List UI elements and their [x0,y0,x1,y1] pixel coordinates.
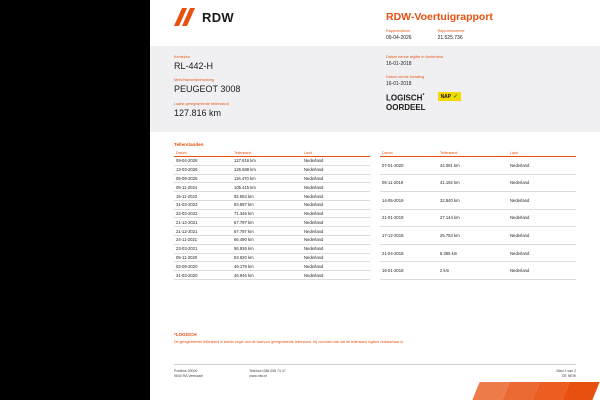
odometer-table-right-body [380,157,576,280]
cell-date: 09-04-2026 [174,157,232,166]
table-row [380,174,576,192]
cell-odometer: 25.753 km [438,227,508,245]
column-header-country: Land [508,150,576,157]
rdw-logo [174,8,234,26]
verdict-line-2: OORDEEL [386,102,426,112]
verdict-block [386,92,461,112]
cell-country: Nederland [302,183,370,192]
cell-odometer: 127.816 km [232,157,302,166]
cell-date: 23-03-2021 [174,244,232,253]
meta-report-date-value: 09-04-2026 [386,35,412,41]
first-admission-label: Datum eerste toelating [386,75,425,79]
cell-country: Nederland [302,271,370,280]
footer-address-line-2: 9640 RA Veendam [174,374,204,378]
footer-phone: Telefoon 088 008 74 47 [249,369,286,373]
table-row [380,192,576,210]
table-row [174,271,370,280]
odometer-table-left-body [174,157,370,280]
cell-odometer: 105.415 km [232,183,302,192]
column-header-odometer: Tellerstand [438,150,508,157]
cell-country: Nederland [302,192,370,201]
make-model-value: PEUGEOT 3008 [174,84,241,94]
cell-odometer: 46.946 km [232,271,302,280]
footnote-body: De geregistreerde tellerstand is steeds hoger dan de daarvoor geregistreerde tellerstand. Hij voordoen dan dat de tellerstand logisch verklaarbaar is. [174,339,404,344]
last-odometer-label: Laatst geregistreerde tellerstand [174,102,229,106]
cell-odometer: 27.144 km [438,209,508,227]
cell-date: 13-03-2026 [174,165,232,174]
cell-date: 21-12-2021 [174,227,232,236]
table-row [174,165,370,174]
cell-date: 16-01-2018 [380,262,438,280]
cell-country: Nederland [302,157,370,166]
verdict-asterisk: * [422,93,425,99]
cell-date: 17-12-2018 [380,227,438,245]
table-row [380,262,576,280]
rdw-chevron-logo-icon [174,8,196,26]
cell-odometer: 2 km [438,262,508,280]
cell-odometer: 32.840 km [438,192,508,210]
cell-country: Nederland [508,227,576,245]
cell-odometer: 67.797 km [232,227,302,236]
footer-divider [174,364,576,365]
verdict-text [386,92,426,112]
table-row [380,244,576,262]
table-row [174,227,370,236]
make-model-label: Merk/Handelsbenaming [174,78,214,82]
document-header [150,0,600,46]
table-row [174,218,370,227]
table-row [174,157,370,166]
first-admission-value: 16-01-2018 [386,81,412,87]
odometer-tables [174,150,576,280]
footer-doc-code: DE NEW [562,374,576,378]
table-row [174,262,370,271]
table-row [174,192,370,201]
meta-report-number-value: 21.525.736 [437,35,463,41]
cell-country: Nederland [302,174,370,183]
licence-plate-value: RL-442-H [174,61,214,71]
nap-badge [438,92,462,101]
licence-plate-label: Kenteken [174,55,190,59]
cell-country: Nederland [302,236,370,245]
cell-odometer: 49.179 km [232,262,302,271]
table-row [380,227,576,245]
table-row [380,157,576,175]
odometer-table-left [174,150,370,280]
column-header-odometer: Tellerstand [232,150,302,157]
column-header-date: Datum [174,150,232,157]
check-icon: ✓ [453,94,459,100]
last-odometer-value: 127.816 km [174,108,222,118]
cell-date: 05-11-2020 [174,253,232,262]
last-odometer-block [174,102,229,125]
footer-columns [174,369,286,379]
cell-date: 05-09-2025 [174,174,232,183]
cell-date: 02-09-2020 [174,262,232,271]
meta-report-number [438,29,465,41]
cell-odometer: 71.346 km [232,209,302,218]
odometer-table-right [380,150,576,280]
nap-badge-label: NAP [440,93,452,100]
cell-date: 21-01-2019 [380,209,438,227]
first-registration-nl-label: Datum eerste afgifte in Nederland [386,55,444,59]
footer-address [174,369,203,379]
footnote-title: *LOGISCH [174,331,197,337]
table-row [174,209,370,218]
cell-odometer: 44.081 km [438,157,508,175]
table-row [174,174,370,183]
cell-country: Nederland [302,218,370,227]
meta-report-date-label: Rapportdatum [386,29,410,33]
cell-date: 24-11-2021 [174,236,232,245]
cell-odometer: 53.620 km [232,253,302,262]
meta-report-number-label: Rapportnummer [437,29,465,33]
footer-page-info [557,369,576,379]
cell-date: 31-03-2023 [174,200,232,209]
cell-odometer: 41.192 km [438,174,508,192]
cell-country: Nederland [508,174,576,192]
cell-date: 15-11-2023 [174,192,232,201]
summary-left-column [174,55,344,101]
cell-country: Nederland [302,209,370,218]
cell-date: 14-05-2019 [380,192,438,210]
cell-country: Nederland [302,253,370,262]
table-gutter [370,150,380,280]
column-header-date: Datum [380,150,438,157]
cell-country: Nederland [302,165,370,174]
cell-odometer: 126.588 km [232,165,302,174]
cell-odometer: 56.926 km [232,244,302,253]
brand-name: RDW [202,9,234,25]
cell-date: 05-11-2019 [380,174,438,192]
meta-report-date [386,29,412,41]
document-footer [150,364,600,400]
cell-country: Nederland [302,262,370,271]
verdict-line-1: LOGISCH [386,93,423,103]
cell-country: Nederland [302,227,370,236]
footer-chevron-graphic [440,382,600,400]
cell-odometer: 66.490 km [232,236,302,245]
table-row [174,253,370,262]
cell-date: 21-12-2021 [174,218,232,227]
odometer-section-title: Tellerstanden [174,142,204,147]
cell-date: 31-03-2020 [174,271,232,280]
table-row [174,183,370,192]
cell-country: Nederland [508,157,576,175]
footer-address-line-1: Postbus 30000 [174,369,198,373]
column-header-country: Land [302,150,370,157]
table-row [174,244,370,253]
cell-country: Nederland [508,244,576,262]
report-title: RDW-Voertuigrapport [386,11,493,23]
cell-odometer: 116.470 km [232,174,302,183]
cell-odometer: 83.897 km [232,200,302,209]
cell-date: 05-11-2024 [174,183,232,192]
cell-date: 21-04-2018 [380,244,438,262]
footer-page-number: Blad 1 van 2 [556,369,576,373]
cell-odometer: 67.797 km [232,218,302,227]
footer-contact [249,369,286,379]
cell-country: Nederland [302,200,370,209]
odometer-section [150,132,600,280]
cell-odometer: 8.385 km [438,244,508,262]
cell-country: Nederland [302,244,370,253]
footnote-block [150,332,600,346]
table-row [174,200,370,209]
table-row [174,236,370,245]
vehicle-summary-panel [150,46,600,132]
footer-website: www.rdw.nl [249,374,267,378]
cell-country: Nederland [508,262,576,280]
cell-odometer: 92.553 km [232,192,302,201]
summary-right-column [386,55,566,95]
cell-date: 07-01-2020 [380,157,438,175]
table-row [380,209,576,227]
report-meta [386,29,465,41]
document-page [150,0,600,400]
cell-country: Nederland [508,192,576,210]
first-registration-nl-value: 16-01-2018 [386,61,412,67]
cell-country: Nederland [508,209,576,227]
cell-date: 22-03-2022 [174,209,232,218]
